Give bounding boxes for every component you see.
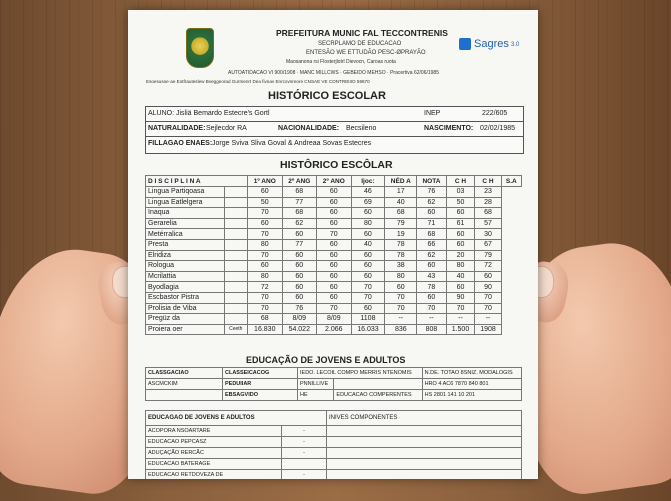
grade-cell: 68: [282, 187, 317, 198]
grade-cell: [224, 229, 247, 240]
grade-cell: 70: [351, 282, 385, 293]
eja-cell: CLASSGACIAO: [146, 368, 223, 379]
component-mark: [282, 459, 327, 470]
grade-cell: 60: [317, 239, 352, 250]
grade-cell: 50: [446, 197, 475, 208]
grades-table-title: HISTÔRICO ESCÔLAR: [280, 159, 393, 171]
nascimento-value: 02/02/1985: [480, 125, 516, 132]
grade-cell: 60: [282, 229, 317, 240]
components-left-header: EDUCAGAO DE JOVENS E ADULTOS: [146, 411, 327, 426]
subject-name: Lingua Partiqoasa: [146, 187, 225, 198]
grade-cell: 62: [417, 250, 446, 261]
subject-name: Byodlagia: [146, 282, 225, 293]
naturalidade-label: NATURALIDADE:: [148, 125, 206, 132]
grade-cell: 68: [475, 208, 501, 219]
grade-cell: 40: [385, 197, 417, 208]
grade-cell: 79: [385, 218, 417, 229]
grade-cell: [224, 303, 247, 314]
grade-cell: 1108: [351, 314, 385, 325]
grades-header-cell: 2º ANO: [317, 176, 352, 187]
grade-cell: 60: [282, 271, 317, 282]
grade-cell: 78: [385, 239, 417, 250]
sagres-logo-icon: [459, 38, 471, 50]
grade-cell: 60: [351, 229, 385, 240]
inep-label: INEP: [424, 110, 441, 117]
eja-cell: HRO 4 AC6 7870 840 801: [422, 379, 521, 390]
nacionalidade-value: Becsileno: [346, 125, 377, 132]
grade-cell: 76: [417, 187, 446, 198]
grade-cell: 60: [317, 292, 352, 303]
grade-cell: 68: [417, 229, 446, 240]
grade-cell: 17: [385, 187, 417, 198]
eja-table: [145, 367, 522, 401]
grade-cell: 71: [417, 218, 446, 229]
grade-cell: 77: [282, 239, 317, 250]
grade-cell: 60: [446, 282, 475, 293]
grade-cell: 60: [282, 292, 317, 303]
subject-name: Pregüz da: [146, 314, 225, 325]
subject-name: Proiera oer: [146, 324, 225, 335]
eja-cell: ASCMCKIM: [146, 379, 223, 390]
grade-cell: 60: [317, 271, 352, 282]
grade-cell: 70: [248, 303, 283, 314]
grade-cell: 70: [248, 250, 283, 261]
grade-cell: [224, 292, 247, 303]
grade-cell: 60: [282, 261, 317, 272]
grade-cell: 54.022: [282, 324, 317, 335]
grade-cell: 16.830: [248, 324, 283, 335]
sagres-version: 3.0: [511, 42, 520, 48]
subject-name: Metérralica: [146, 229, 225, 240]
grade-cell: 80: [351, 218, 385, 229]
grades-row: [146, 229, 522, 240]
nascimento-label: NASCIMENTO:: [424, 125, 474, 132]
component-name: EDUCACAO PEPCASZ: [146, 437, 282, 448]
component-name: ADUÇAÇÃO RERCÃC: [146, 448, 282, 459]
grades-row: [146, 218, 522, 229]
grade-cell: 60: [317, 282, 352, 293]
component-mark: -: [282, 470, 327, 480]
grade-cell: 8/09: [317, 314, 352, 325]
grade-cell: 03: [446, 187, 475, 198]
grade-cell: 60: [317, 218, 352, 229]
grades-header-cell: Ijoc:: [351, 176, 385, 187]
grade-cell: [224, 261, 247, 272]
grades-header-cell: C H: [475, 176, 501, 187]
grade-cell: 72: [248, 282, 283, 293]
eja-cell: EDUCACAO COMPERENTES: [334, 390, 422, 401]
grade-cell: 76: [282, 303, 317, 314]
eja-cell: IEDO. LECOIL COMPO MERRIS NTENOMIS: [298, 368, 423, 379]
grade-cell: 43: [417, 271, 446, 282]
eja-cell: CLASSEICACOG: [223, 368, 298, 379]
grade-cell: 60: [248, 261, 283, 272]
nacionalidade-label: NACIONALIDADE:: [278, 125, 340, 132]
grades-row: [146, 261, 522, 272]
grade-cell: 60: [417, 292, 446, 303]
grade-cell: 60: [446, 239, 475, 250]
grade-cell: 60: [475, 271, 501, 282]
grade-cell: 57: [475, 218, 501, 229]
aluno-label: ALUNO:: [148, 110, 175, 117]
subject-name: Prolisia de Viba: [146, 303, 225, 314]
inep-value: 222/605: [482, 110, 508, 117]
grade-cell: [224, 239, 247, 250]
grades-row: [146, 282, 522, 293]
components-table: [145, 410, 522, 479]
eja-cell: EBSAGVIDO: [223, 390, 298, 401]
grade-cell: 70: [317, 229, 352, 240]
grade-cell: 836: [385, 324, 417, 335]
grade-cell: [224, 218, 247, 229]
grades-row: [146, 271, 522, 282]
grade-cell: 70: [317, 303, 352, 314]
header-line-3: ENTESÃO WE ETTUDÃO PESC-ØPRAYÃO: [306, 50, 426, 56]
grades-header-cell: C H: [446, 176, 475, 187]
component-row: [146, 459, 522, 470]
component-row: [146, 470, 522, 480]
subject-name: Mcrilattia: [146, 271, 225, 282]
subject-name: Escbastor Pistra: [146, 292, 225, 303]
transcript-sheet: [128, 10, 538, 479]
grades-row: [146, 324, 522, 335]
grade-cell: 80: [446, 261, 475, 272]
grade-cell: [224, 197, 247, 208]
grade-cell: 90: [475, 282, 501, 293]
grade-cell: 23: [475, 187, 501, 198]
component-row: [146, 426, 522, 437]
sagres-brand: Sagres: [474, 38, 509, 50]
grade-cell: 50: [248, 197, 283, 208]
grade-cell: 16.033: [351, 324, 385, 335]
grade-cell: 60: [385, 282, 417, 293]
grade-cell: --: [385, 314, 417, 325]
grade-cell: 1908: [475, 324, 501, 335]
header-line-6: Esoesusoe·ae Eotfrauteslew Bveggeorad Gurmenrt Dea fivnav Enrcovnreore CNSAE VE CONTRIEIIO 59670: [146, 79, 370, 84]
grade-cell: 80: [385, 271, 417, 282]
eja-cell: N.DE. TOTAO 8SNIZ. MODALOGIS: [422, 368, 521, 379]
component-mark: -: [282, 448, 327, 459]
grade-cell: 60: [317, 261, 352, 272]
grades-table: [145, 175, 522, 335]
grade-cell: 70: [417, 303, 446, 314]
grade-cell: 80: [248, 271, 283, 282]
grades-row: [146, 314, 522, 325]
grades-row: [146, 239, 522, 250]
grade-cell: 62: [417, 197, 446, 208]
component-mark: -: [282, 437, 327, 448]
grades-row: [146, 292, 522, 303]
subject-name: Elridiza: [146, 250, 225, 261]
grade-cell: 79: [475, 250, 501, 261]
grade-cell: 60: [317, 250, 352, 261]
aluno-value: Jisliä Bemardo Estecre's Gortl: [176, 110, 270, 117]
grade-cell: 8/09: [282, 314, 317, 325]
grade-cell: 60: [317, 208, 352, 219]
grade-cell: 19: [385, 229, 417, 240]
component-row: [146, 437, 522, 448]
grade-cell: [224, 208, 247, 219]
grade-cell: 60: [282, 282, 317, 293]
grades-header-cell: 1º ANO: [248, 176, 283, 187]
grades-row: [146, 303, 522, 314]
header-line-5: AUTOATIDACAO VI 900/1908 · MANC MILLCWS · GEBEIDO MEHSO · Pracertiva 62/06/1985: [228, 70, 439, 76]
grade-cell: 60: [248, 187, 283, 198]
grade-cell: 80: [248, 239, 283, 250]
grade-cell: 60: [446, 208, 475, 219]
grade-cell: 40: [351, 239, 385, 250]
grades-header-cell: S.A: [501, 176, 521, 187]
grade-cell: 68: [282, 208, 317, 219]
filiacao-label: FILLAGAO ENAES:: [148, 140, 213, 147]
grade-cell: 60: [351, 271, 385, 282]
subject-name: Lingua Eatlelgera: [146, 197, 225, 208]
component-blank: [327, 459, 522, 470]
subject-name: Presta: [146, 239, 225, 250]
subject-name: Gerarelia: [146, 218, 225, 229]
grades-header-cell: D I S C I P L I N A: [146, 176, 248, 187]
grade-cell: 62: [282, 218, 317, 229]
grades-header-cell: NÉD A: [385, 176, 417, 187]
grade-cell: 66: [417, 239, 446, 250]
municipal-seal-icon: [186, 28, 214, 68]
eja-title: EDUCAÇÃO DE JOVENS E ADULTOS: [246, 355, 406, 365]
grade-cell: 90: [446, 292, 475, 303]
component-name: EDUCACAO RETDOVEZA DE: [146, 470, 282, 480]
grade-cell: [224, 271, 247, 282]
grades-row: [146, 250, 522, 261]
header-line-4: Maosanona rsi Flosterjlotrl Dievocn, Caroas ruota: [286, 59, 396, 65]
grade-cell: [224, 282, 247, 293]
component-blank: [327, 448, 522, 459]
grade-cell: [224, 187, 247, 198]
grade-cell: 40: [446, 271, 475, 282]
grade-cell: 60: [317, 197, 352, 208]
grade-cell: 60: [351, 250, 385, 261]
subject-name: Inaqua: [146, 208, 225, 219]
grade-cell: 60: [446, 229, 475, 240]
grade-cell: 60: [351, 303, 385, 314]
grade-cell: 70: [475, 292, 501, 303]
grade-cell: 30: [475, 229, 501, 240]
grade-cell: 38: [385, 261, 417, 272]
eja-cell: [146, 390, 223, 401]
grade-cell: 72: [475, 261, 501, 272]
grade-cell: 70: [475, 303, 501, 314]
components-right-header: INIVES COMPONENTES: [327, 411, 522, 426]
component-name: EDUCACAO BATERAGE: [146, 459, 282, 470]
grade-cell: 808: [417, 324, 446, 335]
component-blank: [327, 470, 522, 480]
grade-cell: 60: [248, 218, 283, 229]
grade-cell: --: [446, 314, 475, 325]
grade-cell: 1.500: [446, 324, 475, 335]
grade-cell: 67: [475, 239, 501, 250]
grade-cell: 60: [417, 261, 446, 272]
grade-cell: 68: [385, 208, 417, 219]
grade-cell: 70: [385, 303, 417, 314]
grade-cell: 60: [351, 208, 385, 219]
header-line-2: SECRPLAMO DE EDUCACAO: [318, 41, 402, 47]
eja-cell: HS 2801 141 10 201: [422, 390, 521, 401]
eja-cell: [334, 379, 422, 390]
naturalidade-value: Sejlecdor RA: [206, 125, 247, 132]
header-line-1: PREFEITURA MUNIC FAL TECCONTRENIS: [276, 28, 448, 38]
grade-cell: 20: [446, 250, 475, 261]
eja-cell: HE: [298, 390, 334, 401]
component-blank: [327, 437, 522, 448]
grade-cell: Ceeth: [224, 324, 247, 335]
grade-cell: 70: [248, 292, 283, 303]
grades-row: [146, 208, 522, 219]
component-name: ACOPORA NSOARTARE: [146, 426, 282, 437]
grade-cell: 60: [351, 261, 385, 272]
filiacao-value: Jorge Sviva Sliva Goval & Andreaa Sovas Estecres: [212, 140, 372, 147]
grade-cell: 28: [475, 197, 501, 208]
subject-name: Rologua: [146, 261, 225, 272]
grades-header-cell: NOTA: [417, 176, 446, 187]
eja-cell: PEDUIIAR: [223, 379, 298, 390]
grades-row: [146, 187, 522, 198]
component-blank: [327, 426, 522, 437]
grade-cell: 69: [351, 197, 385, 208]
grade-cell: 78: [385, 250, 417, 261]
grade-cell: 60: [317, 187, 352, 198]
grade-cell: --: [417, 314, 446, 325]
grade-cell: 68: [248, 314, 283, 325]
grade-cell: 70: [351, 292, 385, 303]
component-mark: -: [282, 426, 327, 437]
grade-cell: 61: [446, 218, 475, 229]
grade-cell: 60: [282, 250, 317, 261]
grade-cell: 60: [417, 208, 446, 219]
grades-header-cell: 2º ANG: [282, 176, 317, 187]
grade-cell: 70: [248, 208, 283, 219]
grade-cell: 70: [248, 229, 283, 240]
grade-cell: 70: [385, 292, 417, 303]
grade-cell: 2.066: [317, 324, 352, 335]
grade-cell: [224, 314, 247, 325]
component-row: [146, 448, 522, 459]
grade-cell: --: [475, 314, 501, 325]
grade-cell: 78: [417, 282, 446, 293]
grade-cell: 46: [351, 187, 385, 198]
eja-cell: PNNILLIVE: [298, 379, 334, 390]
grade-cell: 77: [282, 197, 317, 208]
grade-cell: 70: [446, 303, 475, 314]
grades-row: [146, 197, 522, 208]
grade-cell: [224, 250, 247, 261]
page-title: HISTÓRICO ESCOLAR: [268, 90, 386, 102]
